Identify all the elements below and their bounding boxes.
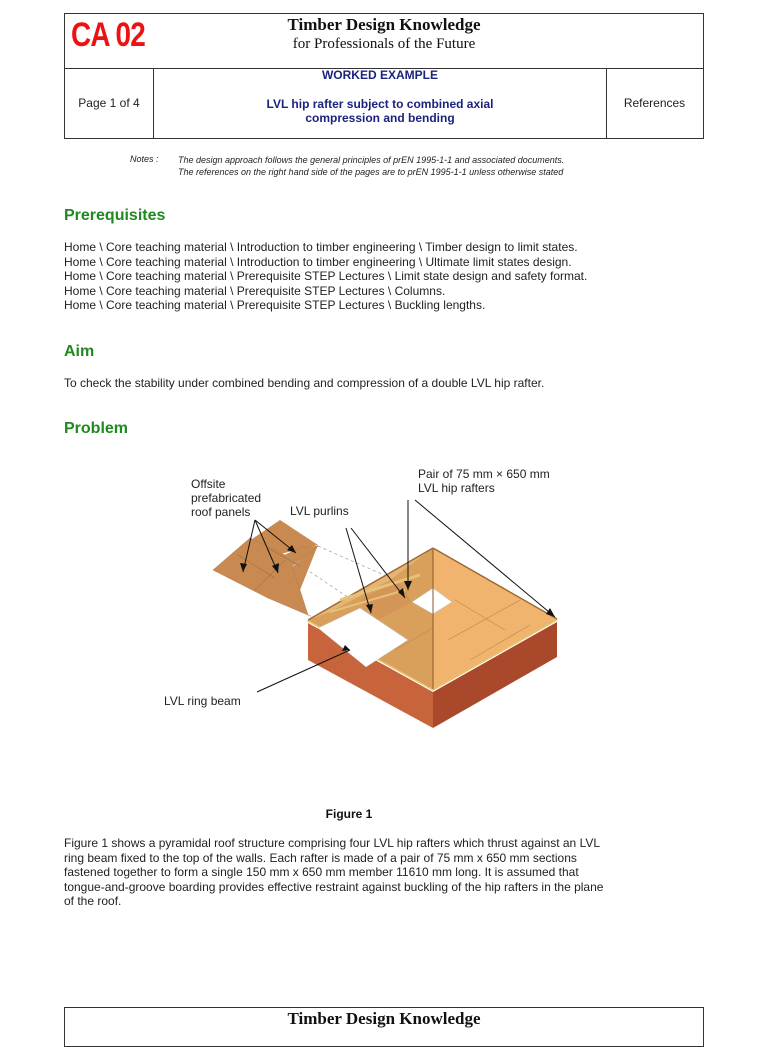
label-hip-rafters-line1: Pair of 75 mm × 650 mm (418, 467, 550, 481)
document-code-logo: CA 02 (71, 16, 145, 54)
next-page-title: Timber Design Knowledge (287, 1009, 481, 1028)
prerequisite-link[interactable]: Home \ Core teaching material \ Introduction to timber engineering \ Timber design to limit states. (64, 240, 578, 254)
notes-line-2: The references on the right hand side of the pages are to prEN 1995-1-1 unless otherwise stated (178, 167, 564, 177)
header-top-row (65, 14, 703, 69)
header-subtitle: for Professionals of the Future (292, 36, 476, 52)
label-ring-beam: LVL ring beam (164, 694, 241, 708)
problem-heading: Problem (64, 420, 129, 437)
notes-line-1: The design approach follows the general principles of prEN 1995-1-1 and associated documents. (178, 155, 565, 165)
section-label: WORKED EXAMPLE (321, 68, 438, 82)
header-table (64, 13, 704, 139)
description-line: ring beam fixed to the top of the walls. Each rafter is made of a pair of 75 mm x 650 mm sections (64, 850, 577, 865)
prerequisite-link[interactable]: Home \ Core teaching material \ Introduction to timber engineering \ Ultimate limit states design. (64, 254, 572, 269)
example-title (154, 97, 606, 125)
description-line: of the roof. (64, 894, 122, 909)
label-hip-rafters (418, 467, 550, 495)
header-title: Timber Design Knowledge (287, 15, 481, 34)
prerequisite-link[interactable]: Home \ Core teaching material \ Prerequisite STEP Lectures \ Buckling lengths. (64, 298, 486, 313)
figure-caption: Figure 1 (325, 807, 373, 821)
notes-text (178, 154, 564, 178)
prerequisite-link[interactable]: Home \ Core teaching material \ Prerequisite STEP Lectures \ Columns. (64, 283, 446, 298)
figure-description (64, 836, 603, 909)
example-title-line1: LVL hip rafter subject to combined axial (266, 97, 494, 111)
label-hip-rafters-line2: LVL hip rafters (418, 481, 495, 495)
aim-text: To check the stability under combined bending and compression of a double LVL hip rafter. (64, 376, 545, 390)
prerequisites-heading: Prerequisites (64, 207, 166, 224)
description-line: tongue-and-groove boarding provides effective restraint against buckling of the hip rafters in the plane (64, 879, 604, 894)
example-title-line2: compression and bending (305, 111, 455, 125)
aim-heading: Aim (64, 343, 95, 360)
prerequisites-list (64, 240, 587, 313)
references-label: References (623, 96, 686, 110)
label-roof-panels-line3: roof panels (191, 505, 251, 519)
description-line: Figure 1 shows a pyramidal roof structure comprising four LVL hip rafters which thrust against an LVL (64, 836, 601, 850)
label-roof-panels (191, 477, 261, 519)
notes-label: Notes : (130, 154, 159, 164)
description-line: fastened together to form a single 150 mm x 650 mm member 11610 mm long. It is assumed that (64, 865, 579, 880)
label-roof-panels-line1: Offsite (191, 477, 226, 491)
next-page-header (64, 1007, 704, 1047)
page-number: Page 1 of 4 (78, 96, 140, 110)
prerequisite-link[interactable]: Home \ Core teaching material \ Prerequisite STEP Lectures \ Limit state design and safety format. (64, 269, 588, 284)
label-roof-panels-line2: prefabricated (191, 491, 262, 505)
label-purlins: LVL purlins (290, 504, 349, 518)
